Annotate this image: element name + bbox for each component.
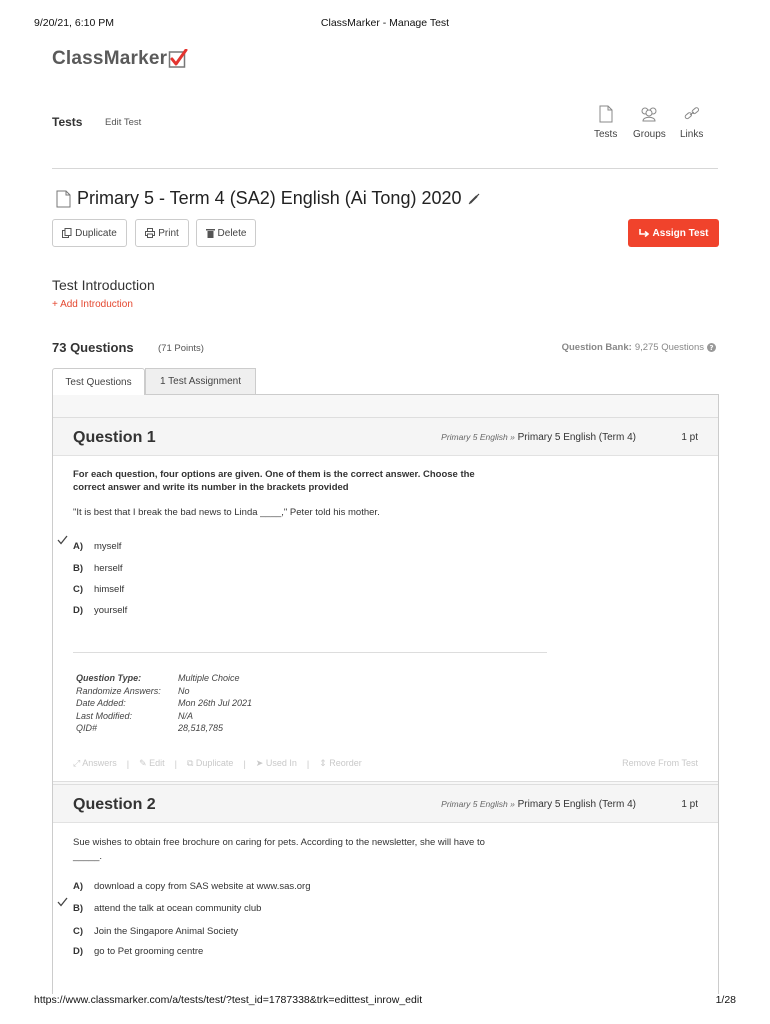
category-parent: Primary 5 English » [441,432,515,442]
reorder-action[interactable]: ⇕ Reorder [319,758,362,768]
print-page-number: 1/28 [715,994,736,1006]
question-bank-link[interactable] [562,342,716,353]
question-points: 1 pt [681,432,698,443]
used-in-label: Used In [265,758,297,768]
questions-panel [52,394,719,994]
groups-icon [638,105,660,123]
check-icon [57,897,68,907]
duplicate-button[interactable] [52,219,127,247]
question-card [53,784,718,1004]
used-in-action[interactable]: ➤ Used In [255,758,297,768]
test-title-text: Primary 5 - Term 4 (SA2) English (Ai Tong) 2020 [77,188,462,208]
answer-option [73,926,83,937]
option-letter: A) [73,881,84,892]
meta-value: N/A [178,710,194,721]
question-prompt: Sue wishes to obtain free brochure on caring for pets. According to the newsletter, she will have to [73,837,485,848]
answers-action[interactable]: ⤢ Answers [73,758,117,768]
answer-option [73,563,83,574]
reorder-label: Reorder [329,758,362,768]
classmarker-logo[interactable] [52,48,188,70]
nav-icon-label: Tests [594,129,618,140]
question-category[interactable] [441,799,636,810]
nav-icon-links[interactable] [680,105,703,140]
duplicate-action-label: Duplicate [195,758,234,768]
option-text: go to Pet grooming centre [94,946,204,957]
meta-label: Date Added: [76,698,126,708]
option-letter: C) [73,584,84,595]
option-text: myself [94,541,122,552]
question-header [53,785,718,823]
action-separator: | [174,758,177,769]
print-url: https://www.classmarker.com/a/tests/test/?test_id=1787338&trk=edittest_inrow_edit [34,994,423,1006]
nav-icon-tests[interactable] [594,105,617,140]
answer-option [73,541,83,552]
option-letter: A) [73,541,84,552]
question-points: 1 pt [681,799,698,810]
option-letter: D) [73,946,84,957]
option-text: Join the Singapore Animal Society [94,926,239,937]
answer-option [73,946,83,957]
question-count: 73 Questions [52,340,134,355]
tab-test-assignment[interactable]: 1 Test Assignment [145,368,256,394]
question-number: Question 2 [73,796,156,813]
nav-icon-label: Links [680,129,704,140]
option-text: attend the talk at ocean community club [94,903,262,914]
answer-option [73,584,83,595]
option-letter: D) [73,605,84,616]
option-letter: B) [73,563,84,574]
meta-label: Question Type: [76,673,142,683]
edit-label: Edit [149,758,165,768]
option-text: yourself [94,605,128,616]
question-header [53,418,718,456]
meta-label: Last Modified: [76,710,133,721]
links-icon [682,105,702,123]
tab-test-questions[interactable]: Test Questions [52,368,145,395]
question-number: Question 1 [73,429,156,446]
copy-icon [62,228,72,238]
add-introduction-link[interactable]: + Add Introduction [52,299,133,310]
option-text: herself [94,563,123,574]
question-actions [73,758,362,769]
answer-option [73,605,83,616]
option-letter: C) [73,926,84,937]
pencil-icon[interactable] [468,193,480,205]
option-text: himself [94,584,125,595]
print-title: ClassMarker - Manage Test [320,17,450,29]
delete-label: Delete [217,227,247,239]
print-date: 9/20/21, 6:10 PM [34,17,114,29]
category-name: Primary 5 English (Term 4) [517,799,636,810]
question-prompt: _____. [73,851,103,862]
meta-value: Mon 26th Jul 2021 [178,698,253,708]
category-parent: Primary 5 English » [441,799,515,809]
print-button[interactable] [135,219,189,247]
question-instruction: For each question, four options are given. One of them is the correct answer. Choose the [73,469,475,480]
assign-test-label: Assign Test [652,227,709,239]
duplicate-label: Duplicate [75,227,117,239]
answer-option [73,881,83,892]
meta-label: Randomize Answers: [76,685,161,696]
question-prompt: "It is best that I break the bad news to Linda ____," Peter told his mother. [73,507,380,518]
question-category[interactable] [441,432,636,443]
action-separator: | [126,758,130,769]
remove-from-test-link[interactable] [622,758,698,768]
question-bank-value: 9,275 Questions [634,342,704,353]
document-icon [56,190,71,208]
question-bank-label: Question Bank: [561,342,632,353]
option-text: download a copy from SAS website at www.sas.org [94,881,311,892]
nav-icon-groups[interactable] [633,105,666,140]
action-separator: | [306,758,310,769]
edit-action[interactable]: ✎ Edit [139,758,165,768]
nav-edit-test[interactable]: Edit Test [105,117,142,128]
answers-label: Answers [82,758,117,768]
svg-text:?: ? [709,344,714,352]
remove-from-test-label: Remove From Test [622,758,698,768]
printer-icon [145,228,155,238]
question-card [53,417,718,782]
assign-test-button[interactable] [628,219,719,247]
meta-value: No [178,685,190,696]
test-title [56,188,480,209]
meta-label: QID# [76,723,98,733]
nav-tests[interactable]: Tests [52,115,83,129]
question-meta-values [178,672,252,735]
test-introduction-heading: Test Introduction [52,277,155,293]
question-instruction: correct answer and write its number in the brackets provided [73,482,349,493]
answer-option [73,903,83,914]
nav-icon-label: Groups [633,129,666,140]
question-meta-labels [76,672,161,735]
trash-icon [206,228,215,238]
arrow-return-icon [639,229,649,238]
duplicate-action[interactable]: ⧉ Duplicate [186,758,234,768]
header-divider [52,168,718,169]
document-icon [599,105,613,123]
points-total: (71 Points) [158,343,204,354]
help-icon[interactable] [707,343,716,352]
logo-text: ClassMarker [52,48,168,69]
category-name: Primary 5 English (Term 4) [517,432,636,443]
print-label: Print [158,227,179,239]
meta-value: Multiple Choice [178,673,240,683]
meta-value: 28,518,785 [178,723,224,733]
option-letter: B) [73,903,84,914]
delete-button[interactable] [196,219,256,247]
check-icon [57,535,68,545]
meta-divider [73,652,547,653]
action-separator: | [243,758,246,769]
logo-check-icon [168,49,188,69]
